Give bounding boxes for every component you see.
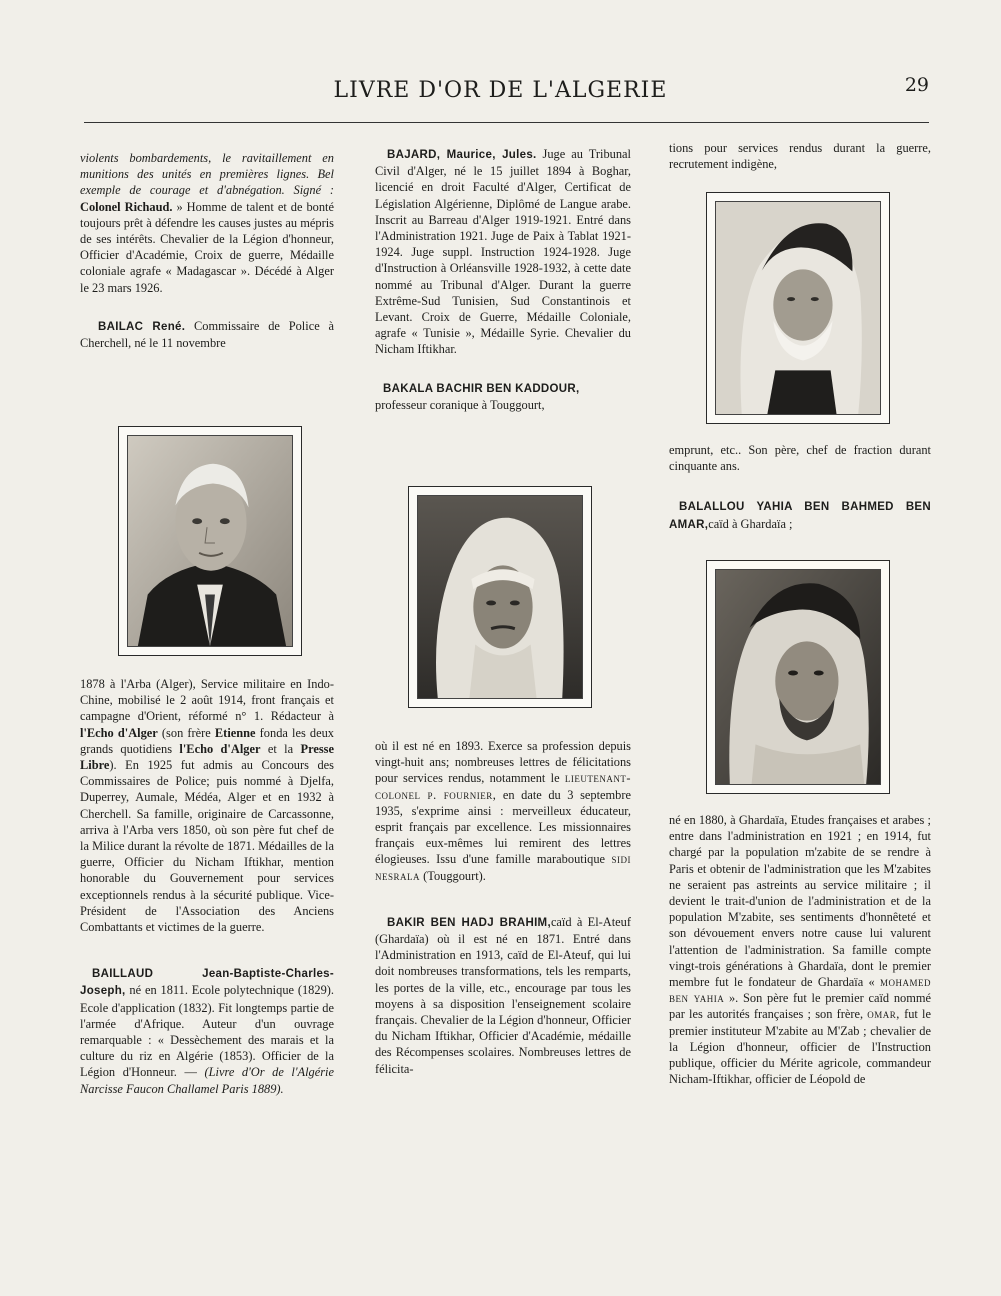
- page-number: 29: [904, 74, 929, 96]
- balallou-text-b: ». Son père fut le premier caïd nommé par les autorités françaises ; son frère,: [669, 991, 931, 1022]
- baillaud-reference: (Livre d'Or de l'Algérie Narcisse Faucon Challamel Paris 1889).: [80, 1065, 334, 1096]
- bailac-echo-1: l'Echo d'Alger: [80, 725, 158, 740]
- portrait-photo-bailac: [118, 426, 302, 656]
- bailac-echo-2: l'Echo d'Alger: [179, 741, 261, 756]
- balallou-text-c: fut le premier instituteur M'zabite au M'Zab ; chevalier de la Légion d'honneur, officier de l'Instruction publique, officier du Mérite agricole, commandeur Nicham-Iftikhar, officier de Léopold de: [669, 1007, 931, 1087]
- bakala-intro-text: professeur coranique à Touggourt,: [375, 397, 545, 412]
- entry-bailac-body: [80, 676, 334, 935]
- portrait-photo-unnamed: [706, 192, 890, 424]
- entry-bakir: [375, 914, 631, 1077]
- column-3-top: [669, 140, 931, 182]
- bailac-etienne: Etienne: [214, 725, 256, 740]
- portrait-elder-image: [716, 202, 880, 414]
- bailac-text-d: et la: [260, 741, 301, 756]
- balallou-text-a: né en 1880, à Ghardaïa, Etudes françaises et arabes ; entre dans l'administration en 1921 ; en 1914, fut chargé par la population m'zabite de se rendre à Paris et obtenir de l'administration que les M'zabites ne seraient pas astreints au service militaire ; il devient le trait-d'union de l'administration et de la population M'zabite, ses sentiments d'honnêteté et son dévouement envers notre cause lui valurent l'attention de l'administration. Sa famille compte vingt-trois générations à Ghardaïa, dont le premier membre fut le fondateur de Ghardaïa «: [669, 813, 931, 990]
- balallou-mohamed: mohamed ben yahia: [669, 975, 931, 1006]
- citation-text: violents bombardements, le ravitaillement en munitions des unités en premières lignes. Bel exemple de courage et d'abnégation. Signé :: [80, 151, 334, 198]
- portrait-photo-balallou: [706, 560, 890, 794]
- entry-name-baillaud: BAILLAUD Jean-Baptiste-Charles-Joseph,: [80, 968, 334, 998]
- bakala-text-b: en date du 3 septembre 1935, s'exprime ainsi : merveilleux éducateur, esprit français par excellence. Les missionnaires français eux-mêmes lui remirent des lettres élogieuses. Issu d'une famille maraboutique: [375, 787, 631, 867]
- column-2-top: [375, 146, 631, 423]
- entry-baillaud: [80, 965, 334, 1097]
- entry-name-bailac: BAILAC René.: [98, 320, 186, 333]
- col3-after-photo-text: emprunt, etc.. Son père, chef de fraction durant cinquante ans.: [669, 443, 931, 474]
- balallou-omar: omar,: [867, 1007, 900, 1022]
- baillaud-text: né en 1811. Ecole polytechnique (1829). Ecole d'application (1832). Fit longtemps partie de l'armée d'Afrique. Auteur d'un ouvrage remarquable : « Dessèchement des marais et la culture du riz en Algérie (1853). Officier de la Légion d'Honneur. —: [80, 983, 334, 1080]
- entry-name-balallou: BALALLOU YAHIA BEN BAHMED BEN AMAR,: [669, 501, 931, 531]
- entry-bailac-intro-text: Commissaire de Police à Cherchell, né le 11 novembre: [80, 318, 334, 351]
- bakala-lieutenant: lieutenant-colonel p. fournier,: [375, 771, 631, 802]
- portrait-photo-bakala: [408, 486, 592, 708]
- bailac-text-c: fonda les deux grands quotidiens: [80, 725, 335, 756]
- portrait-bailac-image: [128, 436, 292, 646]
- column-3-middle: [669, 442, 931, 543]
- entry-bakala-intro: [375, 380, 631, 413]
- bailac-text-b: (son frère: [157, 725, 215, 740]
- paragraph-richaud: [80, 150, 334, 296]
- header-rule: [84, 122, 929, 123]
- page-title: LIVRE D'OR DE L'ALGERIE: [333, 78, 668, 103]
- citation-continued: » Homme de talent et de bonté toujours prêt à défendre les causes justes au mépris de ses intérêts. Chevalier de la Légion d'honneur, Officier d'Académie, Croix de guerre, Médaille coloniale agrafe « Madagascar ». Décédé à Alger le 23 mars 1926.: [80, 199, 334, 295]
- bakala-text-c: (Touggourt).: [420, 868, 486, 883]
- entry-name-bakir: BAKIR BEN HADJ BRAHIM,: [387, 916, 551, 929]
- bakala-text-a: où il est né en 1893. Exerce sa profession depuis vingt-huit ans; nombreuses lettres de félicitations pour services rendus, notamment le: [375, 739, 631, 786]
- bakala-sidi: sidi nesrala: [375, 852, 631, 883]
- column-1-bottom: [80, 676, 334, 1107]
- entry-balallou-intro: [669, 498, 931, 532]
- balallou-intro-text: caïd à Ghardaïa ;: [708, 516, 793, 531]
- column-2-bottom: [375, 738, 631, 1087]
- bakir-text: caïd à El-Ateuf (Ghardaïa) où il est né en 1871. Entré dans l'Administration en 1913, caïd de El-Ateuf, qui lui doit nombreuses transformations, tels les remparts, les portes de la ville, etc., encourage par tous les moyens à sa disposition l'enseignement scolaire français. Chevalier de la Légion d'honneur, Officier du Nicham Iftikhar, Officier d'Académie, médaille des Récompenses scolaires. Nombreuses lettres de félicita-: [375, 914, 631, 1076]
- bailac-text-a: 1878 à l'Arba (Alger), Service militaire en Indo-Chine, mobilisé le 2 août 1914, front français et campagne d'Orient, réformé n° 1. Rédacteur à: [80, 677, 334, 724]
- entry-name-bajard: BAJARD, Maurice, Jules.: [387, 149, 537, 161]
- col3-continued-text: tions pour services rendus durant la guerre, recrutement indigène,: [669, 141, 931, 172]
- entry-bakala-body: [375, 738, 631, 884]
- column-1-top: [80, 150, 334, 361]
- entry-name-bakala: BAKALA BACHIR BEN KADDOUR,: [383, 382, 580, 395]
- bailac-text-e: ). En 1925 fut admis au Concours des Commissaires de Police; puis nommé à Djelfa, Duperrey, Aumale, Médéa, Alger et en 1932 à Cherchell. Sa famille, originaire de Carcassonne, arriva à l'Arba vers 1850, où son père fut chef de la Milice durant la révolte de 1871. Médailles de la guerre, Officier du Nicham Iftikhar, mention honorable du Gouvernement pour services exceptionnels rendus à la sécurité publique. Vice-Président de l'Association des Anciens Combattants et victimes de la guerre.: [80, 758, 334, 935]
- colonel-richaud: Colonel Richaud.: [80, 199, 173, 214]
- bajard-text: Juge au Tribunal Civil d'Alger, né le 15 juillet 1894 à Boghar, licencié en droit Faculté d'Alger, Certificat de Législation Algérienne, Diplômé de Langue arabe. Inscrit au Barreau d'Alger 1919-1921. Entré dans l'Administration 1921. Juge de Paix à Tablat 1921-1924. Juge suppl. Instruction 1924-1928. Juge d'Instruction à Orléansville 1928-1932, à cette date nommé au Tribunal d'Alger. Durant la guerre Extrême-Sud Tunisien, Sud Constantinois et Levant. Croix de Guerre, Médaille Coloniale, agrafe « Tunisie », Médaille Syrie. Chevalier du Nicham Iftikhar.: [375, 147, 631, 357]
- portrait-balallou-image: [716, 570, 880, 784]
- column-3-bottom: [669, 812, 931, 1097]
- entry-balallou-body: [669, 812, 931, 1087]
- portrait-bakala-image: [418, 496, 582, 698]
- entry-bailac-intro: [80, 318, 334, 351]
- bailac-presse: Presse Libre: [80, 741, 334, 773]
- entry-bajard: [375, 146, 631, 358]
